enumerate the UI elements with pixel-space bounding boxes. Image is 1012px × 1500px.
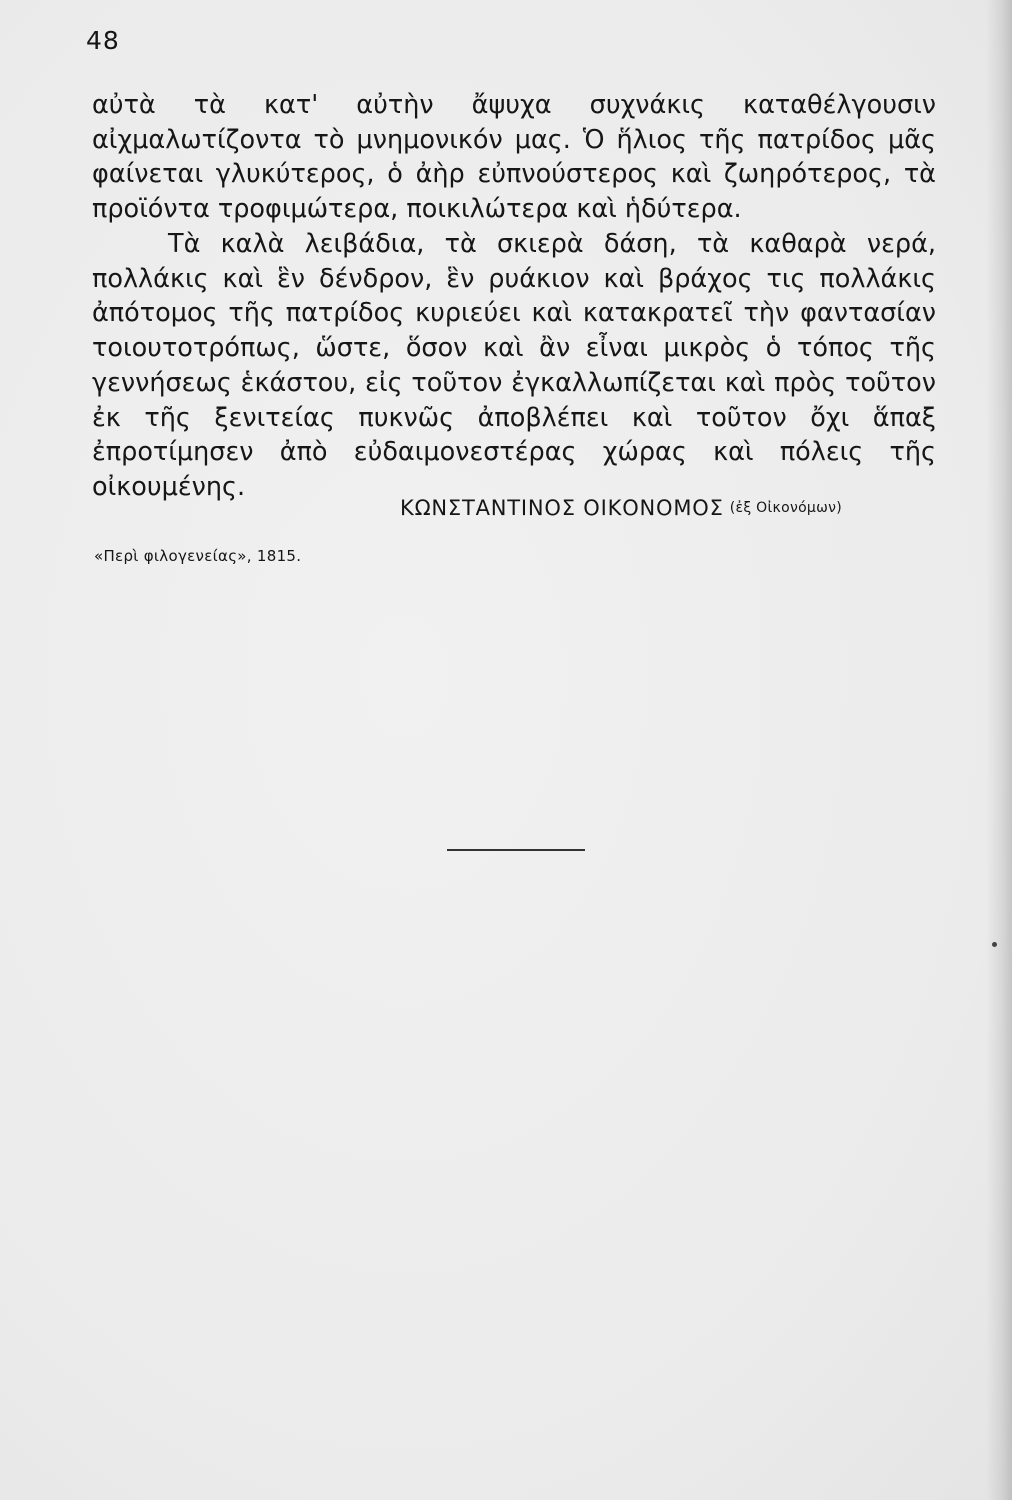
author-note: (ἐξ Οἰκονόμων) [729,500,843,516]
author-signature [400,496,842,520]
source-citation: «Περὶ φιλογενείας», 1815. [94,547,302,565]
paragraph-2: Τὰ καλὰ λειβάδια, τὰ σκιερὰ δάση, τὰ καθαρὰ νερά, πολλάκις καὶ ἓν δένδρον, ἓν ρυάκιον καὶ βράχος τις πολλάκις ἀπότομος τῆς πατρίδος κυριεύει καὶ κατακρατεῖ τὴν φαντασίαν τοιουτοτρόπως, ὥστε, ὅσον καὶ ἂν εἶναι μικρὸς ὁ τόπος τῆς γεννήσεως ἑκάστου, εἰς τοῦτον ἐγκαλλωπίζεται καὶ πρὸς τοῦτον ἐκ τῆς ξενιτείας πυκνῶς ἀποβλέπει καὶ τοῦτον ὄχι ἅπαξ ἐπροτίμησεν ἀπὸ εὐδαιμονεστέρας χώρας καὶ πόλεις τῆς οἰκουμένης. [92,229,936,502]
page-edge-shadow [986,0,1012,1500]
paragraph-1: αὐτὰ τὰ κατ' αὐτὴν ἄψυχα συχνάκις καταθέλγουσιν αἰχμαλωτίζοντα τὸ μνημονικόν μας. Ὁ ἥλιος τῆς πατρίδος μᾶς φαίνεται γλυκύτερος, ὁ ἀὴρ εὐπνούστερος καὶ ζωηρότερος, τὰ προϊόντα τροφιμώτερα, ποικιλώτερα καὶ ἡδύτερα. [92,90,936,225]
author-name: ΚΩΝΣΤΑΝΤΙΝΟΣ ΟΙΚΟΝΟΜΟΣ [400,496,724,520]
section-divider [447,849,585,851]
print-speck [992,942,997,947]
page-number: 48 [86,26,120,55]
